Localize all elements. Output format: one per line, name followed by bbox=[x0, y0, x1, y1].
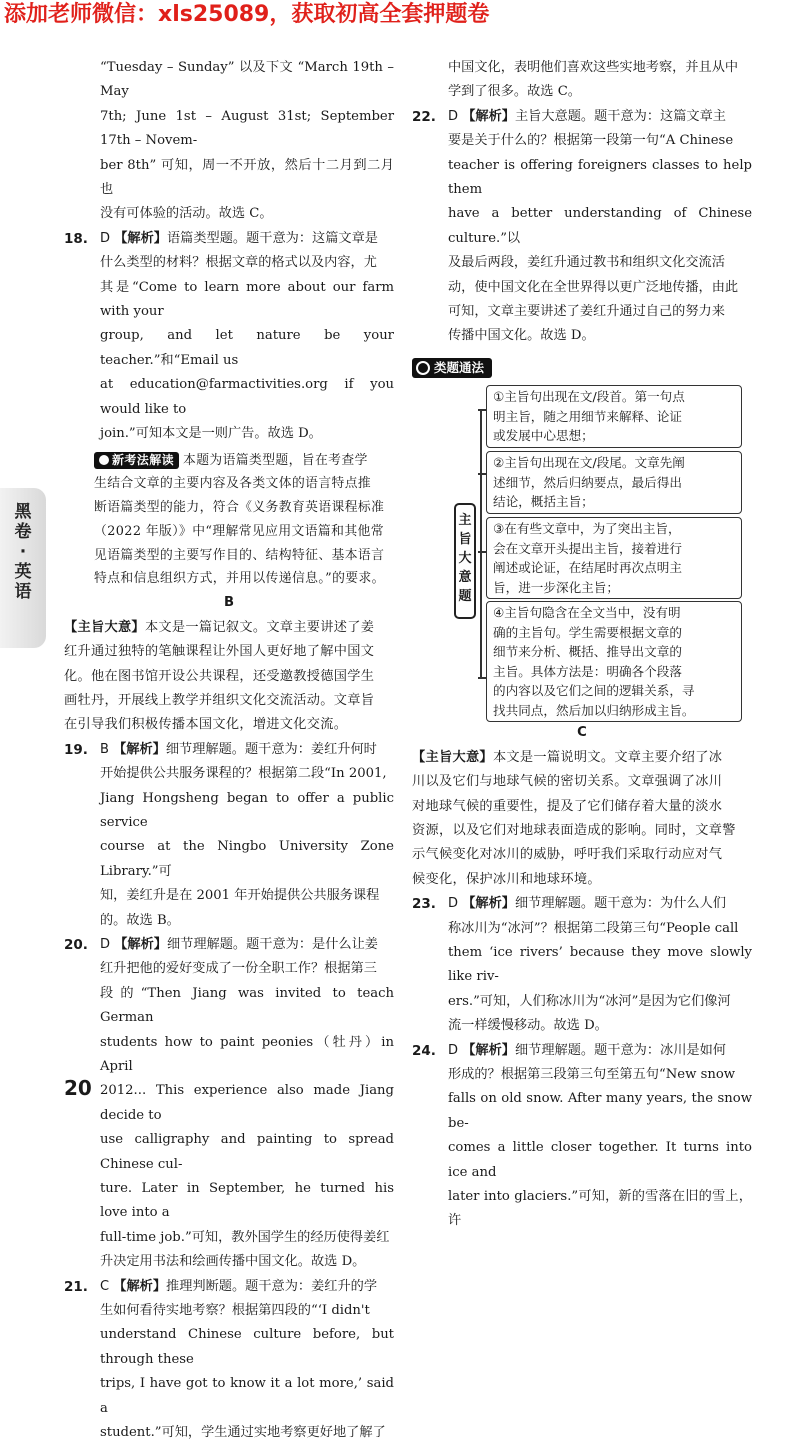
text-line: student.”可知，学生通过实地考察更好地了解了 bbox=[100, 1425, 386, 1441]
summary-tag: 【主旨大意】 bbox=[64, 619, 145, 635]
question-18 bbox=[64, 227, 394, 447]
text-line: 细节理解题。题干意为：姜红升何时 bbox=[165, 741, 377, 757]
summary-c bbox=[412, 746, 752, 892]
text-line: 对地球气候的重要性，提及了它们储存着大量的淡水 bbox=[412, 798, 723, 814]
text-line: 特点和信息组织方式，并用以传递信息。”的要求。 bbox=[94, 571, 385, 587]
text-line: 细节理解题。题干意为：是什么让姜 bbox=[166, 936, 378, 952]
question-19 bbox=[64, 738, 394, 933]
text-line: later into glaciers.”可知，新的雪落在旧的雪上，许 bbox=[448, 1189, 752, 1229]
side-tab-char: 语 bbox=[14, 582, 32, 602]
question-23 bbox=[412, 892, 752, 1038]
text-line: 段的“Then Jiang was invited to teach German bbox=[100, 985, 394, 1026]
text-line: 红升通过独特的笔触课程让外国人更好地了解中国文 bbox=[64, 644, 375, 660]
question-21 bbox=[64, 1275, 394, 1446]
analysis-tag: 【解析】 bbox=[113, 741, 166, 757]
text-line: full-time job.”可知，教外国学生的经历使得姜红 bbox=[100, 1229, 390, 1245]
q21-continuation bbox=[412, 56, 752, 105]
text-line: at education@farmactivities.org if you would like to bbox=[100, 377, 394, 417]
section-letter-c: C bbox=[577, 725, 587, 741]
analysis-tag: 【解析】 bbox=[462, 896, 515, 912]
text-line: 称冰川为“冰河”？根据第二段第三句“People call bbox=[448, 920, 739, 936]
text-line: 候变化，保护冰川和地球环境。 bbox=[412, 871, 601, 887]
answer-letter: B bbox=[100, 741, 109, 757]
answer-letter: C bbox=[100, 1278, 110, 1294]
text-line: 开始提供公共服务课程的？根据第二段“In 2001, bbox=[100, 766, 387, 782]
new-exam-note bbox=[94, 449, 394, 592]
diagram-tick bbox=[478, 473, 486, 475]
text-line: 资源，以及它们对地球表面造成的影响。同时，文章警 bbox=[412, 822, 736, 838]
question-number: 22. bbox=[412, 108, 436, 125]
q17-continuation bbox=[64, 56, 394, 227]
key-icon bbox=[416, 361, 430, 375]
diagram-label: 主 旨 大 意 题 bbox=[454, 503, 476, 619]
text-line: 细节理解题。题干意为：冰川是如何 bbox=[514, 1042, 726, 1058]
text-line: 红升把他的爱好变成了一份全职工作？根据第三 bbox=[100, 961, 377, 977]
side-tab-char: 黑 bbox=[14, 502, 32, 522]
question-22 bbox=[412, 105, 752, 349]
text-line: 传播中国文化。故选 D。 bbox=[448, 328, 595, 344]
question-number: 20. bbox=[64, 936, 88, 953]
note-badge: 新考法解读 bbox=[94, 452, 179, 469]
text-line: 动，使中国文化在全世界得以更广泛地传播，由此 bbox=[448, 279, 739, 295]
text-line: 在引导我们积极传播本国文化，增进文化交流。 bbox=[64, 717, 348, 733]
question-20 bbox=[64, 933, 394, 1275]
text-line: （2022 年版）》中“理解常见应用文语篇和其他常 bbox=[94, 523, 384, 539]
analysis-tag: 【解析】 bbox=[114, 230, 167, 246]
text-line: have a better understanding of Chinese culture.”以 bbox=[448, 206, 752, 246]
text-line: course at the Ningbo University Zone Library.”可 bbox=[100, 839, 394, 879]
text-line: 推理判断题。题干意为：姜红升的学 bbox=[166, 1278, 378, 1294]
main-idea-diagram bbox=[412, 385, 752, 721]
text-line: 可知，文章主要讲述了姜红升通过自己的努力来 bbox=[448, 304, 725, 320]
question-24 bbox=[412, 1039, 752, 1234]
text-line: trips, I have got to know it a lot more,’ said a bbox=[100, 1376, 394, 1416]
diagram-tick bbox=[478, 551, 486, 553]
text-line: 7th; June 1st – August 31st; September 17th – Novem- bbox=[100, 108, 394, 149]
bulb-icon bbox=[99, 455, 109, 465]
text-line: 断语篇类型的能力，符合《义务教育英语课程标准 bbox=[94, 500, 385, 516]
subject-side-tab bbox=[0, 488, 46, 648]
text-line: students how to paint peonies（牡丹）in April bbox=[100, 1034, 394, 1074]
question-number: 24. bbox=[412, 1042, 436, 1059]
text-line: ture. Later in September, he turned his love into a bbox=[100, 1181, 394, 1221]
side-tab-char: · bbox=[19, 542, 27, 562]
analysis-tag: 【解析】 bbox=[114, 936, 167, 952]
text-line: 的。故选 B。 bbox=[100, 912, 180, 928]
analysis-tag: 【解析】 bbox=[113, 1278, 167, 1294]
text-line: 川以及它们与地球气候的密切关系。文章强调了冰川 bbox=[412, 774, 723, 790]
answer-letter: D bbox=[100, 936, 111, 952]
text-line: falls on old snow. After many years, the snow be- bbox=[448, 1091, 752, 1131]
analysis-tag: 【解析】 bbox=[462, 108, 515, 124]
text-line: group, and let nature be your teacher.”和“Email us bbox=[100, 328, 394, 368]
page-number: 20 bbox=[64, 1076, 92, 1100]
text-line: 主旨大意题。题干意为：这篇文章主 bbox=[514, 108, 726, 124]
text-line: them ‘ice rivers’ because they move slowly like riv- bbox=[448, 944, 752, 985]
text-line: 升决定用书法和绘画传播中国文化。故选 D。 bbox=[100, 1254, 366, 1270]
text-line: 本文是一篇记叙文。文章主要讲述了姜 bbox=[144, 619, 375, 635]
text-line: 及最后两段，姜红升通过教书和组织文化交流活 bbox=[448, 255, 725, 271]
text-line: join.”可知本文是一则广告。故选 D。 bbox=[100, 426, 322, 442]
text-line: 没有可体验的活动。故选 C。 bbox=[100, 206, 273, 222]
question-number: 21. bbox=[64, 1278, 88, 1295]
text-line: 中国文化，表明他们喜欢这些实地考察，并且从中 bbox=[448, 60, 739, 75]
text-line: 形成的？根据第三段第三句至第五句“New snow bbox=[448, 1066, 736, 1082]
diagram-box-4: ④主旨句隐含在全文当中，没有明 确的主旨句。学生需要根据文章的 细节来分析、概括、推导出文章的 主旨。具体方法是：明确各个段落 的内容以及它们之间的逻辑关系，寻 找共同点，然后加以归纳形成主旨。 bbox=[486, 601, 742, 722]
text-line: 本文是一篇说明文。文章主要介绍了冰 bbox=[492, 749, 723, 765]
question-number: 23. bbox=[412, 896, 436, 913]
diagram-connector bbox=[480, 409, 482, 679]
text-line: comes a little closer together. It turns into ice and bbox=[448, 1140, 752, 1180]
text-line: 流一样缓慢移动。故选 D。 bbox=[448, 1018, 608, 1034]
text-line: 其是“Come to learn more about our farm with your bbox=[100, 279, 394, 320]
answer-letter: D bbox=[448, 108, 459, 124]
section-letter-b: B bbox=[223, 595, 235, 611]
diagram-box-1: ①主旨句出现在文/段首。第一句点 明主旨，随之用细节来解释、论证 或发展中心思想； bbox=[486, 385, 742, 448]
method-badge: 类题通法 bbox=[412, 358, 492, 378]
summary-b bbox=[64, 616, 394, 738]
text-line: 要是关于什么的？根据第一段第一句“A Chinese bbox=[448, 133, 734, 149]
text-line: 学到了很多。故选 C。 bbox=[448, 84, 581, 100]
text-line: ber 8th” 可知，周一不开放，然后十二月到二月也 bbox=[100, 157, 394, 198]
text-line: 生如何看待实地考察？根据第四段的“‘I didn't bbox=[100, 1303, 370, 1319]
diagram-tick bbox=[478, 677, 486, 679]
text-line: 2012... This experience also made Jiang decide to bbox=[100, 1083, 394, 1123]
left-column bbox=[64, 56, 394, 1446]
question-number: 19. bbox=[64, 741, 88, 758]
right-column bbox=[412, 56, 752, 1234]
summary-tag: 【主旨大意】 bbox=[412, 749, 493, 765]
text-line: “Tuesday – Sunday” 以及下文 “March 19th – May bbox=[100, 60, 394, 100]
text-line: understand Chinese culture before, but through these bbox=[100, 1327, 394, 1367]
wechat-banner: 添加老师微信：xls25089，获取初高全套押题卷 bbox=[4, 2, 490, 27]
text-line: 什么类型的材料？根据文章的格式以及内容，尤 bbox=[100, 255, 377, 271]
side-tab-char: 英 bbox=[14, 562, 32, 582]
text-line: use calligraphy and painting to spread Chinese cul- bbox=[100, 1132, 394, 1172]
answer-letter: D bbox=[448, 896, 459, 912]
text-line: Jiang Hongsheng began to offer a public service bbox=[100, 790, 394, 830]
side-tab-char: 卷 bbox=[14, 522, 32, 542]
text-line: 知，姜红升是在 2001 年开始提供公共服务课程 bbox=[100, 888, 380, 904]
question-number: 18. bbox=[64, 230, 88, 247]
text-line: 语篇类型题。题干意为：这篇文章是 bbox=[166, 230, 378, 246]
diagram-tick bbox=[478, 409, 486, 411]
text-line: 化。他在图书馆开设公共课程，还受邀教授德国学生 bbox=[64, 668, 375, 684]
analysis-tag: 【解析】 bbox=[462, 1042, 515, 1058]
diagram-box-2: ②主旨句出现在文/段尾。文章先阐 述细节，然后归纳要点，最后得出 结论，概括主旨； bbox=[486, 451, 742, 514]
answer-letter: D bbox=[100, 230, 111, 246]
text-line: 示气候变化对冰川的威胁，呼吁我们采取行动应对气 bbox=[412, 847, 723, 863]
text-line: 细节理解题。题干意为：为什么人们 bbox=[514, 896, 726, 912]
answer-letter: D bbox=[448, 1042, 459, 1058]
text-line: 生结合文章的主要内容及各类文体的语言特点推 bbox=[94, 476, 372, 492]
text-line: 见语篇类型的主要写作目的、结构特征、基本语言 bbox=[94, 547, 385, 563]
text-line: 本题为语篇类型题，旨在考查学 bbox=[183, 452, 368, 468]
text-line: ers.”可知，人们称冰川为“冰河”是因为它们像河 bbox=[448, 993, 731, 1009]
text-line: 画牡丹，开展线上教学并组织文化交流活动。文章旨 bbox=[64, 692, 375, 708]
diagram-box-3: ③在有些文章中，为了突出主旨， 会在文章开头提出主旨，接着进行 阐述或论证，在结尾时再次点明主 旨，进一步深化主旨； bbox=[486, 517, 742, 599]
method-header bbox=[412, 357, 752, 381]
text-line: teacher is offering foreigners classes to help them bbox=[448, 157, 752, 198]
